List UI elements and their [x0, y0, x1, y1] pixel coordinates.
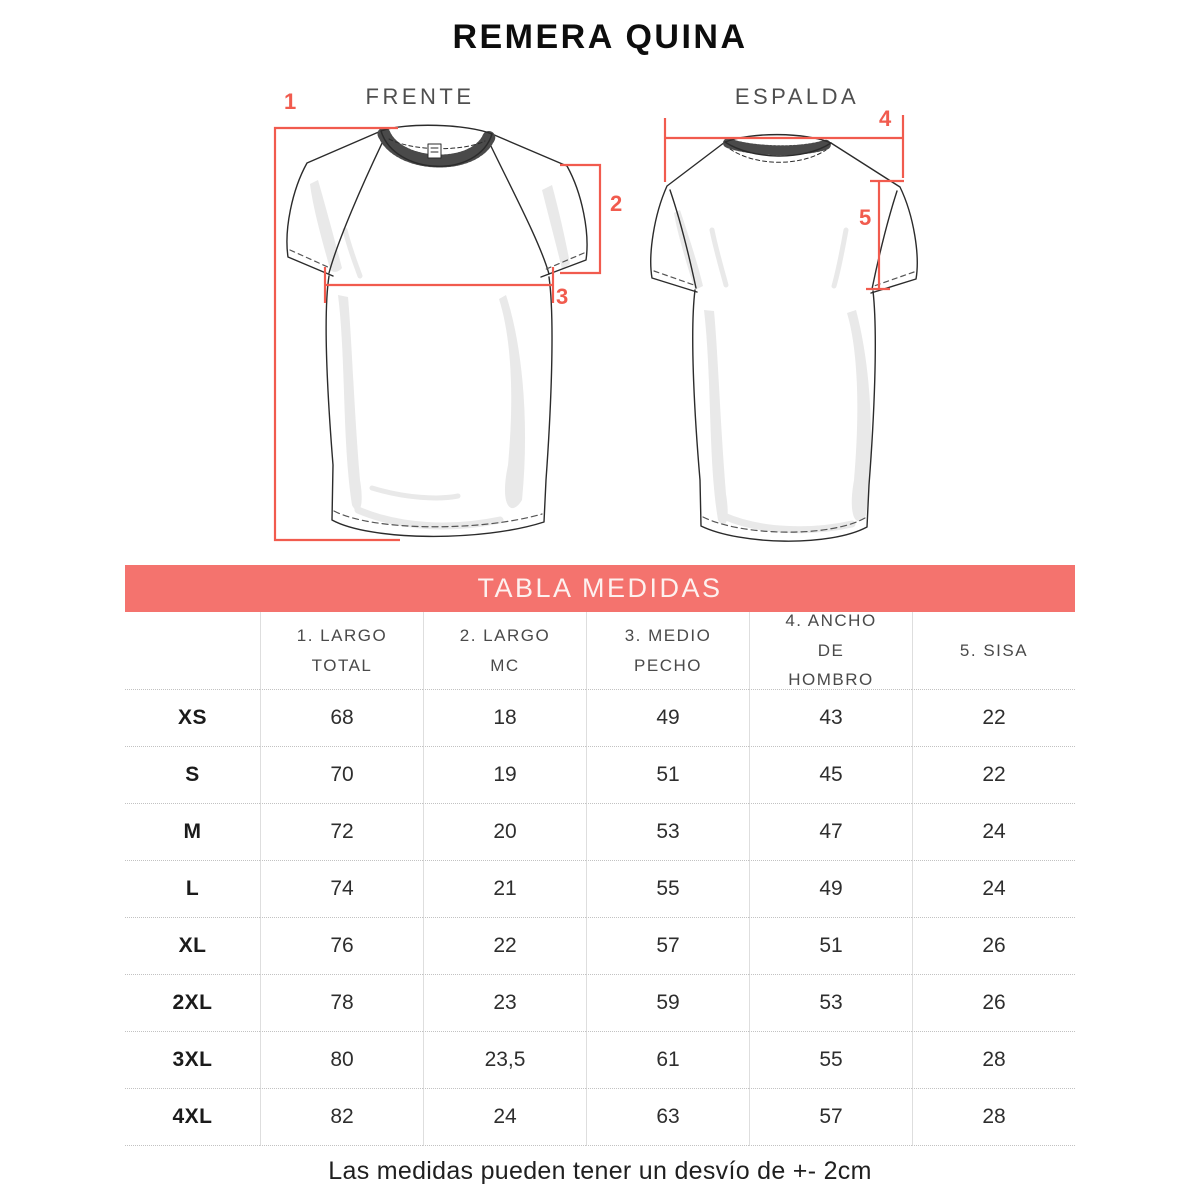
value-cell: 28 [912, 1089, 1075, 1146]
size-label: XL [125, 918, 260, 975]
value-cell: 20 [423, 804, 586, 861]
value-cell: 70 [260, 747, 423, 804]
table-title-bar [125, 565, 1075, 612]
table-row [125, 1089, 1075, 1146]
value-cell: 68 [260, 690, 423, 747]
header-cell-empty [125, 612, 260, 690]
page-title: REMERA QUINA [452, 18, 748, 56]
value-cell: 61 [586, 1032, 749, 1089]
annotation-3: 3 [556, 284, 569, 309]
value-cell: 78 [260, 975, 423, 1032]
back-view-label: ESPALDA [734, 84, 860, 109]
value-cell: 45 [749, 747, 912, 804]
table-header-row [125, 612, 1075, 690]
value-cell: 63 [586, 1089, 749, 1146]
annotation-4: 4 [879, 106, 892, 131]
value-cell: 24 [912, 861, 1075, 918]
value-cell: 57 [586, 918, 749, 975]
header-cell-ancho-hombro: 4. ANCHO DE HOMBRO [749, 612, 912, 690]
header-cell-medio-pecho: 3. MEDIO PECHO [586, 612, 749, 690]
tolerance-note: Las medidas pueden tener un desvío de +- 2cm [328, 1157, 872, 1185]
table-row [125, 804, 1075, 861]
value-cell: 43 [749, 690, 912, 747]
size-label: 4XL [125, 1089, 260, 1146]
value-cell: 53 [586, 804, 749, 861]
back-shirt-drawing [651, 135, 917, 542]
value-cell: 55 [586, 861, 749, 918]
value-cell: 55 [749, 1032, 912, 1089]
front-neck-tag [428, 144, 441, 158]
value-cell: 22 [423, 918, 586, 975]
size-label: M [125, 804, 260, 861]
value-cell: 53 [749, 975, 912, 1032]
size-label: 3XL [125, 1032, 260, 1089]
value-cell: 74 [260, 861, 423, 918]
header-cell-largo-mc: 2. LARGO MC [423, 612, 586, 690]
table-row [125, 690, 1075, 747]
table-title: TABLA MEDIDAS [477, 573, 723, 603]
value-cell: 76 [260, 918, 423, 975]
header-cell-sisa: 5. SISA [912, 612, 1075, 690]
table-row [125, 747, 1075, 804]
front-shirt-drawing [287, 125, 587, 536]
size-table [125, 565, 1075, 1146]
annotation-5: 5 [859, 205, 872, 230]
tshirt-diagram [0, 80, 1200, 560]
value-cell: 26 [912, 975, 1075, 1032]
annotation-1: 1 [284, 89, 297, 114]
size-label: S [125, 747, 260, 804]
size-label: L [125, 861, 260, 918]
value-cell: 18 [423, 690, 586, 747]
value-cell: 59 [586, 975, 749, 1032]
value-cell: 24 [912, 804, 1075, 861]
value-cell: 47 [749, 804, 912, 861]
value-cell: 21 [423, 861, 586, 918]
value-cell: 28 [912, 1032, 1075, 1089]
value-cell: 24 [423, 1089, 586, 1146]
value-cell: 26 [912, 918, 1075, 975]
size-label: 2XL [125, 975, 260, 1032]
value-cell: 22 [912, 690, 1075, 747]
table-row [125, 975, 1075, 1032]
value-cell: 51 [749, 918, 912, 975]
value-cell: 51 [586, 747, 749, 804]
value-cell: 80 [260, 1032, 423, 1089]
header-cell-largo-total: 1. LARGO TOTAL [260, 612, 423, 690]
value-cell: 23 [423, 975, 586, 1032]
value-cell: 49 [586, 690, 749, 747]
value-cell: 23,5 [423, 1032, 586, 1089]
value-cell: 57 [749, 1089, 912, 1146]
size-label: XS [125, 690, 260, 747]
value-cell: 82 [260, 1089, 423, 1146]
value-cell: 22 [912, 747, 1075, 804]
annotation-2: 2 [610, 191, 623, 216]
front-view-label: FRENTE [365, 84, 475, 109]
table-row [125, 1032, 1075, 1089]
table-row [125, 918, 1075, 975]
value-cell: 72 [260, 804, 423, 861]
value-cell: 49 [749, 861, 912, 918]
value-cell: 19 [423, 747, 586, 804]
table-row [125, 861, 1075, 918]
